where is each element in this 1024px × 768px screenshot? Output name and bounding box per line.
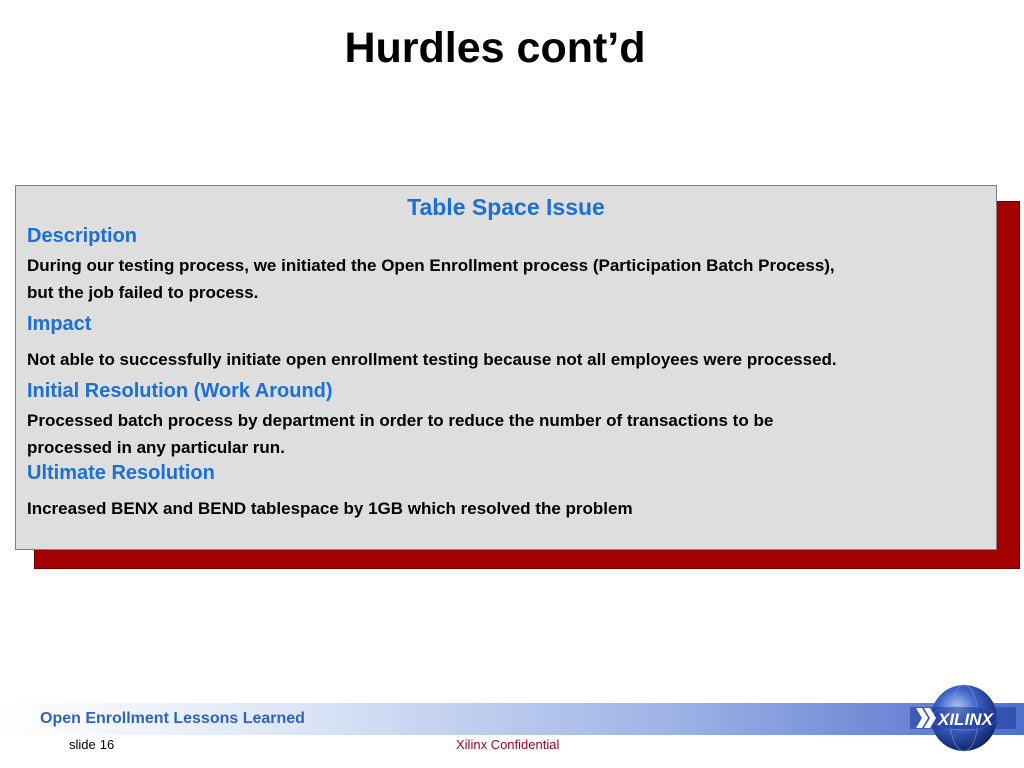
slide-number-value: 16	[99, 737, 115, 752]
xilinx-logo	[910, 684, 1016, 752]
logo-wordmark: XILINX	[938, 710, 993, 729]
body-line: processed in any particular run.	[27, 438, 285, 457]
card-title: Table Space Issue	[407, 194, 605, 220]
section-heading-description: Description	[27, 225, 138, 247]
slide-label: slide	[69, 737, 96, 752]
body-line: but the job failed to process.	[27, 283, 259, 302]
section-heading-initial-resolution: Initial Resolution (Work Around)	[27, 380, 333, 402]
body-line: Increased BENX and BEND tablespace by 1GB which resolved the problem	[27, 499, 633, 518]
body-line: Processed batch process by department in order to reduce the number of transactions to be	[27, 411, 774, 430]
body-line: Not able to successfully initiate open enrollment testing because not all employees were processed.	[27, 350, 837, 369]
issue-card	[15, 185, 997, 550]
body-line: During our testing process, we initiated the Open Enrollment process (Participation Batch Process),	[27, 256, 835, 275]
section-heading-impact: Impact	[27, 313, 92, 335]
confidential-label: Xilinx Confidential	[456, 737, 560, 752]
section-body-ultimate-resolution	[27, 495, 985, 522]
section-body-impact	[27, 346, 985, 373]
presentation-title: Open Enrollment Lessons Learned	[40, 710, 305, 727]
section-body-initial-resolution	[27, 407, 985, 461]
section-body-description	[27, 252, 985, 306]
slide-number	[69, 737, 114, 752]
section-heading-ultimate-resolution: Ultimate Resolution	[27, 462, 215, 484]
slide-title: Hurdles cont’d	[344, 24, 646, 72]
